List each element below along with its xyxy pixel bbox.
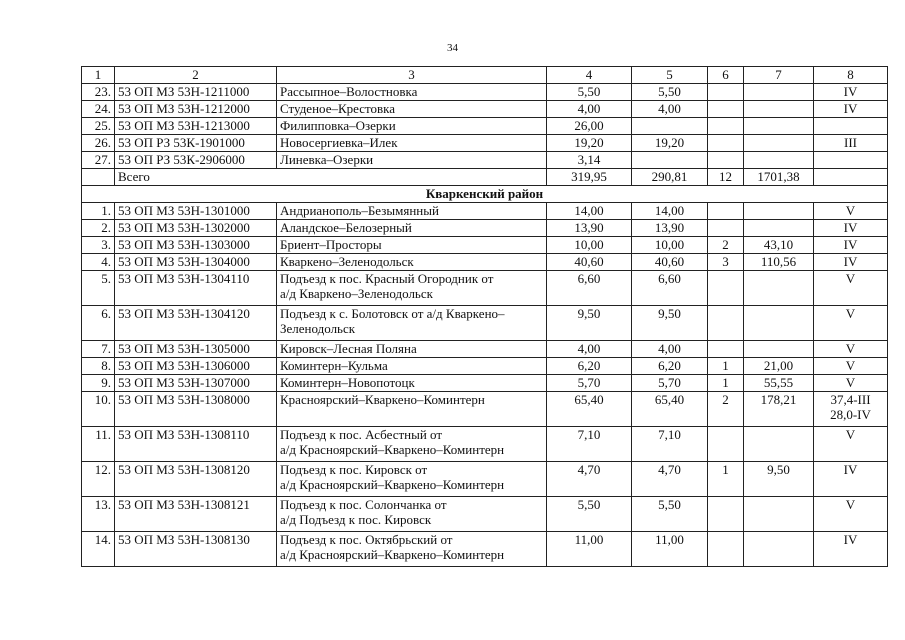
- length-total: 6,20: [547, 358, 632, 375]
- length-total: 5,70: [547, 375, 632, 392]
- category-line: 28,0-IV: [830, 407, 871, 422]
- length-total: 11,00: [547, 532, 632, 567]
- row-number: 13.: [82, 497, 115, 532]
- roads-table: [81, 66, 888, 567]
- bridges-length: [744, 497, 814, 532]
- header-cell: 3: [277, 67, 547, 84]
- row-number: 12.: [82, 462, 115, 497]
- row-number: 27.: [82, 152, 115, 169]
- table-row: [82, 427, 888, 462]
- road-name-line: Подъезд к пос. Солончанка от: [280, 497, 447, 512]
- bridges-count: [708, 152, 744, 169]
- table-header-row: [82, 67, 888, 84]
- road-name: [277, 392, 547, 427]
- row-number: 25.: [82, 118, 115, 135]
- road-code: 53 ОП МЗ 53Н-1304000: [115, 254, 277, 271]
- table-row: [82, 237, 888, 254]
- bridges-count: [708, 271, 744, 306]
- length-hard: 19,20: [632, 135, 708, 152]
- length-total: 5,50: [547, 497, 632, 532]
- length-hard: 5,50: [632, 84, 708, 101]
- table-row: [82, 532, 888, 567]
- header-cell: 6: [708, 67, 744, 84]
- category-line: IV: [843, 237, 858, 252]
- road-code: 53 ОП МЗ 53Н-1308121: [115, 497, 277, 532]
- road-name-line: Подъезд к пос. Кировск от: [280, 462, 428, 477]
- bridges-length: [744, 306, 814, 341]
- total-hard: 290,81: [632, 169, 708, 186]
- row-number: 10.: [82, 392, 115, 427]
- category-line: IV: [843, 462, 858, 477]
- road-code: 53 ОП МЗ 53Н-1308120: [115, 462, 277, 497]
- bridges-count: [708, 427, 744, 462]
- bridges-count: [708, 497, 744, 532]
- bridges-count: 3: [708, 254, 744, 271]
- bridges-length: [744, 135, 814, 152]
- road-name: [277, 341, 547, 358]
- category-line: V: [845, 375, 856, 390]
- bridges-length: [744, 84, 814, 101]
- length-hard: 6,60: [632, 271, 708, 306]
- header-cell: 7: [744, 67, 814, 84]
- bridges-length: 55,55: [744, 375, 814, 392]
- bridges-count: [708, 135, 744, 152]
- road-name-line: а/д Красноярский–Кваркено–Коминтерн: [280, 477, 505, 492]
- row-number: 5.: [82, 271, 115, 306]
- road-category: [814, 118, 888, 135]
- row-number: 7.: [82, 341, 115, 358]
- road-name-line: Подъезд к пос. Октябрьский от: [280, 532, 453, 547]
- road-category: [814, 306, 888, 341]
- length-hard: 40,60: [632, 254, 708, 271]
- length-total: 14,00: [547, 203, 632, 220]
- road-code: 53 ОП РЗ 53К-1901000: [115, 135, 277, 152]
- bridges-length: [744, 427, 814, 462]
- road-name-line: а/д Красноярский–Кваркено–Коминтерн: [280, 442, 505, 457]
- length-total: 40,60: [547, 254, 632, 271]
- row-number: 14.: [82, 532, 115, 567]
- road-category: [814, 152, 888, 169]
- road-name: Студеное–Крестовка: [277, 101, 547, 118]
- length-total: 6,60: [547, 271, 632, 306]
- table-row: [82, 341, 888, 358]
- bridges-count: [708, 84, 744, 101]
- length-total: 5,50: [547, 84, 632, 101]
- table-row: [82, 254, 888, 271]
- bridges-length: 21,00: [744, 358, 814, 375]
- road-name-line: Кировск–Лесная Поляна: [280, 341, 417, 356]
- bridges-count: [708, 220, 744, 237]
- length-total: 10,00: [547, 237, 632, 254]
- table-row: [82, 271, 888, 306]
- length-hard: 14,00: [632, 203, 708, 220]
- length-total: 4,00: [547, 341, 632, 358]
- bridges-count: 1: [708, 462, 744, 497]
- road-category: IV: [814, 101, 888, 118]
- road-code: 53 ОП МЗ 53Н-1304120: [115, 306, 277, 341]
- road-name: [277, 427, 547, 462]
- road-name: [277, 358, 547, 375]
- length-hard: 10,00: [632, 237, 708, 254]
- row-number: 23.: [82, 84, 115, 101]
- bridges-count: [708, 306, 744, 341]
- page-number: 34: [447, 42, 458, 54]
- road-code: 53 ОП МЗ 53Н-1308000: [115, 392, 277, 427]
- header-cell: 2: [115, 67, 277, 84]
- road-name-line: Кваркено–Зеленодольск: [280, 254, 414, 269]
- road-name: [277, 237, 547, 254]
- header-cell: 4: [547, 67, 632, 84]
- category-line: V: [845, 271, 856, 286]
- road-category: [814, 358, 888, 375]
- road-code: 53 ОП МЗ 53Н-1303000: [115, 237, 277, 254]
- section-title: Кваркенский район: [82, 186, 888, 203]
- bridges-length: [744, 203, 814, 220]
- bridges-length: [744, 271, 814, 306]
- road-name-line: Коминтерн–Кульма: [280, 358, 388, 373]
- bridges-count: [708, 532, 744, 567]
- total-label: Всего: [115, 169, 547, 186]
- total-row: [82, 169, 888, 186]
- road-code: 53 ОП РЗ 53К-2906000: [115, 152, 277, 169]
- table-row: [82, 135, 888, 152]
- length-total: 7,10: [547, 427, 632, 462]
- total-category: [814, 169, 888, 186]
- road-code: 53 ОП МЗ 53Н-1213000: [115, 118, 277, 135]
- bridges-count: [708, 101, 744, 118]
- road-code: 53 ОП МЗ 53Н-1211000: [115, 84, 277, 101]
- road-name-line: Красноярский–Кваркено–Коминтерн: [280, 392, 485, 407]
- road-name: [277, 203, 547, 220]
- table-row: [82, 392, 888, 427]
- table-row: [82, 152, 888, 169]
- road-name: [277, 497, 547, 532]
- road-category: [814, 462, 888, 497]
- length-hard: 4,00: [632, 101, 708, 118]
- length-hard: 4,00: [632, 341, 708, 358]
- row-number: 1.: [82, 203, 115, 220]
- section-row: [82, 186, 888, 203]
- road-code: 53 ОП МЗ 53Н-1212000: [115, 101, 277, 118]
- bridges-length: 178,21: [744, 392, 814, 427]
- road-code: 53 ОП МЗ 53Н-1304110: [115, 271, 277, 306]
- length-total: 3,14: [547, 152, 632, 169]
- road-category: III: [814, 135, 888, 152]
- road-category: [814, 497, 888, 532]
- category-line: V: [845, 497, 856, 512]
- road-name: Новосергиевка–Илек: [277, 135, 547, 152]
- total-bridges: 12: [708, 169, 744, 186]
- length-hard: 65,40: [632, 392, 708, 427]
- table-row: [82, 358, 888, 375]
- road-name: [277, 220, 547, 237]
- bridges-count: 2: [708, 392, 744, 427]
- row-number: 24.: [82, 101, 115, 118]
- row-number: 3.: [82, 237, 115, 254]
- header-cell: 1: [82, 67, 115, 84]
- length-hard: 6,20: [632, 358, 708, 375]
- bridges-count: 1: [708, 375, 744, 392]
- road-code: 53 ОП МЗ 53Н-1301000: [115, 203, 277, 220]
- bridges-count: [708, 341, 744, 358]
- category-line: IV: [843, 532, 858, 547]
- table-row: [82, 220, 888, 237]
- category-line: IV: [843, 254, 858, 269]
- road-category: [814, 427, 888, 462]
- road-name: [277, 271, 547, 306]
- road-name-line: Подъезд к пос. Красный Огородник от: [280, 271, 494, 286]
- length-hard: 13,90: [632, 220, 708, 237]
- table-row: [82, 306, 888, 341]
- road-category: [814, 375, 888, 392]
- bridges-count: [708, 118, 744, 135]
- table-row: [82, 203, 888, 220]
- road-category: [814, 271, 888, 306]
- bridges-length: 43,10: [744, 237, 814, 254]
- length-hard: 5,50: [632, 497, 708, 532]
- category-line: V: [845, 427, 856, 442]
- length-total: 13,90: [547, 220, 632, 237]
- road-code: 53 ОП МЗ 53Н-1305000: [115, 341, 277, 358]
- road-name-line: а/д Красноярский–Кваркено–Коминтерн: [280, 547, 505, 562]
- road-name: [277, 375, 547, 392]
- total-bridges-length: 1701,38: [744, 169, 814, 186]
- road-category: [814, 237, 888, 254]
- bridges-length: [744, 101, 814, 118]
- road-category: [814, 203, 888, 220]
- row-number: 9.: [82, 375, 115, 392]
- road-code: 53 ОП МЗ 53Н-1302000: [115, 220, 277, 237]
- road-name-line: Подъезд к пос. Асбестный от: [280, 427, 443, 442]
- length-total: 4,70: [547, 462, 632, 497]
- bridges-count: 1: [708, 358, 744, 375]
- road-code: 53 ОП МЗ 53Н-1307000: [115, 375, 277, 392]
- length-hard: 11,00: [632, 532, 708, 567]
- table-row: [82, 101, 888, 118]
- category-line: V: [845, 341, 856, 356]
- road-name-line: Аландское–Белозерный: [280, 220, 412, 235]
- road-name: Линевка–Озерки: [277, 152, 547, 169]
- empty-cell: [82, 169, 115, 186]
- row-number: 8.: [82, 358, 115, 375]
- length-total: 19,20: [547, 135, 632, 152]
- length-hard: 9,50: [632, 306, 708, 341]
- road-name-line: Зеленодольск: [280, 321, 356, 336]
- table-row: [82, 84, 888, 101]
- road-name-line: Коминтерн–Новопотоцк: [280, 375, 415, 390]
- table-row: [82, 497, 888, 532]
- length-hard: 5,70: [632, 375, 708, 392]
- category-line: 37,4-III: [830, 392, 871, 407]
- bridges-length: [744, 118, 814, 135]
- bridges-length: [744, 152, 814, 169]
- road-name-line: Бриент–Просторы: [280, 237, 382, 252]
- road-name-line: а/д Кваркено–Зеленодольск: [280, 286, 433, 301]
- road-category: IV: [814, 84, 888, 101]
- bridges-length: 110,56: [744, 254, 814, 271]
- bridges-length: [744, 220, 814, 237]
- road-category: [814, 532, 888, 567]
- row-number: 26.: [82, 135, 115, 152]
- road-name-line: а/д Подъезд к пос. Кировск: [280, 512, 432, 527]
- length-hard: 4,70: [632, 462, 708, 497]
- row-number: 11.: [82, 427, 115, 462]
- road-category: [814, 220, 888, 237]
- length-total: 65,40: [547, 392, 632, 427]
- category-line: IV: [843, 220, 858, 235]
- length-total: 4,00: [547, 101, 632, 118]
- length-hard: [632, 152, 708, 169]
- road-name: [277, 254, 547, 271]
- length-total: 26,00: [547, 118, 632, 135]
- road-name: [277, 462, 547, 497]
- category-line: V: [845, 358, 856, 373]
- header-cell: 8: [814, 67, 888, 84]
- road-code: 53 ОП МЗ 53Н-1308110: [115, 427, 277, 462]
- table-row: [82, 462, 888, 497]
- road-name-line: Подъезд к с. Болотовск от а/д Кваркено–: [280, 306, 505, 321]
- category-line: V: [845, 203, 856, 218]
- table-row: [82, 118, 888, 135]
- road-name: [277, 306, 547, 341]
- road-name: [277, 532, 547, 567]
- road-name-line: Андрианополь–Безымянный: [280, 203, 439, 218]
- length-total: 9,50: [547, 306, 632, 341]
- length-hard: [632, 118, 708, 135]
- road-name: Филипповка–Озерки: [277, 118, 547, 135]
- bridges-count: [708, 203, 744, 220]
- road-category: [814, 254, 888, 271]
- road-category: [814, 341, 888, 358]
- row-number: 4.: [82, 254, 115, 271]
- length-hard: 7,10: [632, 427, 708, 462]
- category-line: V: [845, 306, 856, 321]
- road-name: Рассыпное–Волостновка: [277, 84, 547, 101]
- bridges-length: 9,50: [744, 462, 814, 497]
- road-code: 53 ОП МЗ 53Н-1308130: [115, 532, 277, 567]
- row-number: 2.: [82, 220, 115, 237]
- bridges-length: [744, 341, 814, 358]
- total-length: 319,95: [547, 169, 632, 186]
- bridges-length: [744, 532, 814, 567]
- row-number: 6.: [82, 306, 115, 341]
- table-row: [82, 375, 888, 392]
- header-cell: 5: [632, 67, 708, 84]
- bridges-count: 2: [708, 237, 744, 254]
- road-code: 53 ОП МЗ 53Н-1306000: [115, 358, 277, 375]
- road-category: [814, 392, 888, 427]
